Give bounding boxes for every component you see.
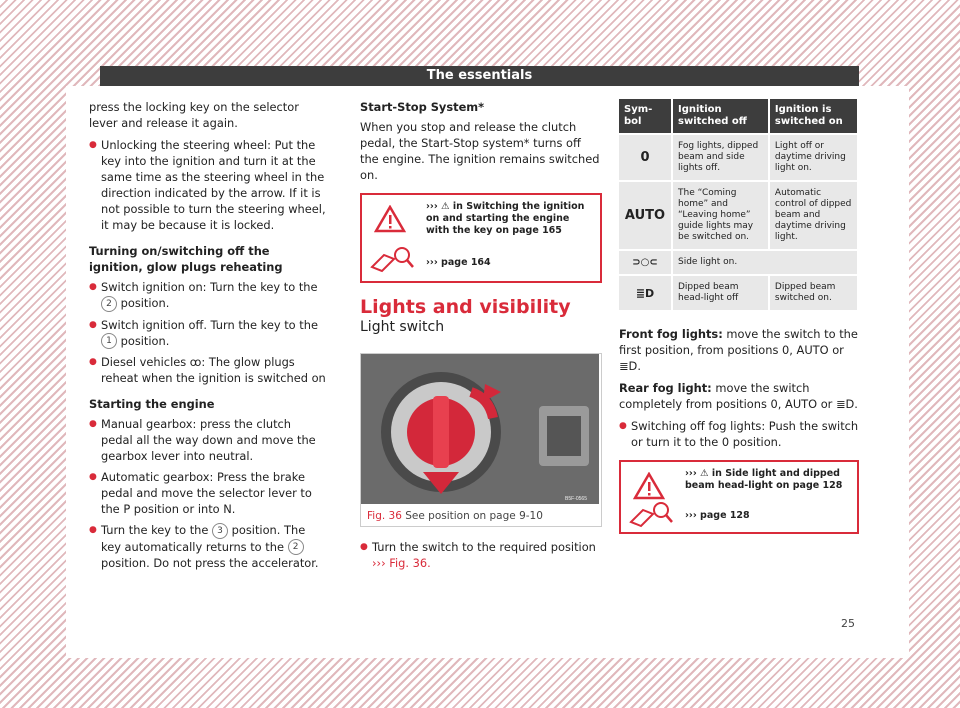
warning-page-ref: ››› page 164 [426,257,491,268]
text: position. [120,333,170,348]
position-badge: 2 [288,539,304,555]
warning-text: ››› ⚠ in Side light and dipped beam head-light on page 128 [685,468,843,491]
table-cell: Light off or daytime driving light on. [769,134,858,181]
bullet-item [89,279,326,312]
bullet-item: ● Switching off fog lights: Push the switch or turn it to the 0 position. [619,418,859,450]
column-3 [619,99,859,548]
text: position. Do not press the accelerator. [101,556,319,570]
table-header: Ignition is switched on [769,99,858,134]
figure-label: Fig. 36 [367,510,402,522]
table-row [619,250,858,275]
light-switch-photo [361,354,599,504]
book-icon [629,500,673,528]
column-1 [89,99,326,576]
bullet-item: ● Unlocking the steering wheel: Put the key into the ignition and turn it at the same time as the steering wheel in the direction indicated by the arrow. If it is not possible to turn the steering wheel, it may be because it is locked. [89,137,326,233]
section-title: Lights and visibility [360,296,571,318]
paragraph [619,380,859,412]
warning-text: ››› ⚠ in Switching the ignition on and starting the engine with the key on page 165 [426,201,585,236]
position-badge: 2 [101,296,117,312]
figure-link[interactable]: ››› Fig. 36. [372,556,431,570]
text: position. [120,296,170,310]
subheading: Turning on/switching off the ignition, glow plugs reheating [89,244,283,274]
position-badge: 3 [212,523,228,539]
paragraph: press the locking key on the selector lever and release it again. [89,100,299,130]
table-row [619,275,858,310]
warning-icon [374,205,406,233]
warning-page-ref: ››› page 128 [685,510,750,521]
book-icon [370,245,414,273]
text: move the switch to the first position, from positions 0, AUTO or ≣D. [619,327,858,373]
text: Switch ignition on: Turn the key to the [101,280,318,294]
table-cell: Dipped beam switched on. [769,275,858,310]
rear-fog-label: Rear fog light: [619,381,712,395]
bullet-item [89,317,326,350]
text: Turn the key to the [101,523,209,537]
column-2 [360,99,602,576]
warning-box [360,193,602,283]
figure-caption [361,504,601,528]
page-number: 25 [841,617,855,630]
symbol-cell: 0 [619,134,672,181]
section-subtitle: Light switch [360,319,445,335]
table-cell: Side light on. [672,250,858,275]
text: Turn the switch to the required position [372,540,596,554]
table-row [619,134,858,181]
paragraph [619,326,859,374]
bullet-item [89,522,326,571]
warning-box [619,460,859,534]
bullet-item [360,539,602,571]
table-row [619,181,858,250]
table-cell: Automatic control of dipped beam and daytime driving light. [769,181,858,250]
table-header: Sym-bol [619,99,672,134]
figure-code: B5F-0565 [565,496,587,502]
bullet-item: ● Automatic gearbox: Press the brake pedal and move the selector lever to the P position or into N. [89,469,326,517]
subheading: Starting the engine [89,397,215,411]
bullet-item: ● Diesel vehicles ꝏ: The glow plugs reheat when the ignition is switched on [89,354,326,386]
symbol-cell: AUTO [619,181,672,250]
warning-icon [633,472,665,500]
table-cell: Fog lights, dipped beam and side lights off. [672,134,769,181]
text: position. The key automatically returns to the [101,523,306,554]
light-switch-illustration [361,354,599,504]
text: move the switch completely from positions 0, AUTO or ≣D. [619,381,858,411]
symbol-cell: ⊃○⊂ [619,250,672,275]
light-switch-table [619,99,859,310]
table-cell: Dipped beam head-light off [672,275,769,310]
subheading: Start-Stop System* [360,100,485,114]
table-header: Ignition switched off [672,99,769,134]
position-badge: 1 [101,333,117,349]
paragraph: When you stop and release the clutch pedal, the Start-Stop system* turns off the engine. The ignition remains switched on. [360,120,600,182]
table-cell: The “Coming home” and “Leaving home” guide lights may be switched on. [672,181,769,250]
front-fog-label: Front fog lights: [619,327,723,341]
caption-text: See position on page 9-10 [405,510,543,522]
text: Switch ignition off. Turn the key to the [101,317,318,332]
bullet-item: ● Manual gearbox: press the clutch pedal all the way down and move the gearbox lever into neutral. [89,416,326,464]
page-header: The essentials [100,66,859,86]
figure [360,353,602,527]
symbol-cell: ≣D [619,275,672,310]
